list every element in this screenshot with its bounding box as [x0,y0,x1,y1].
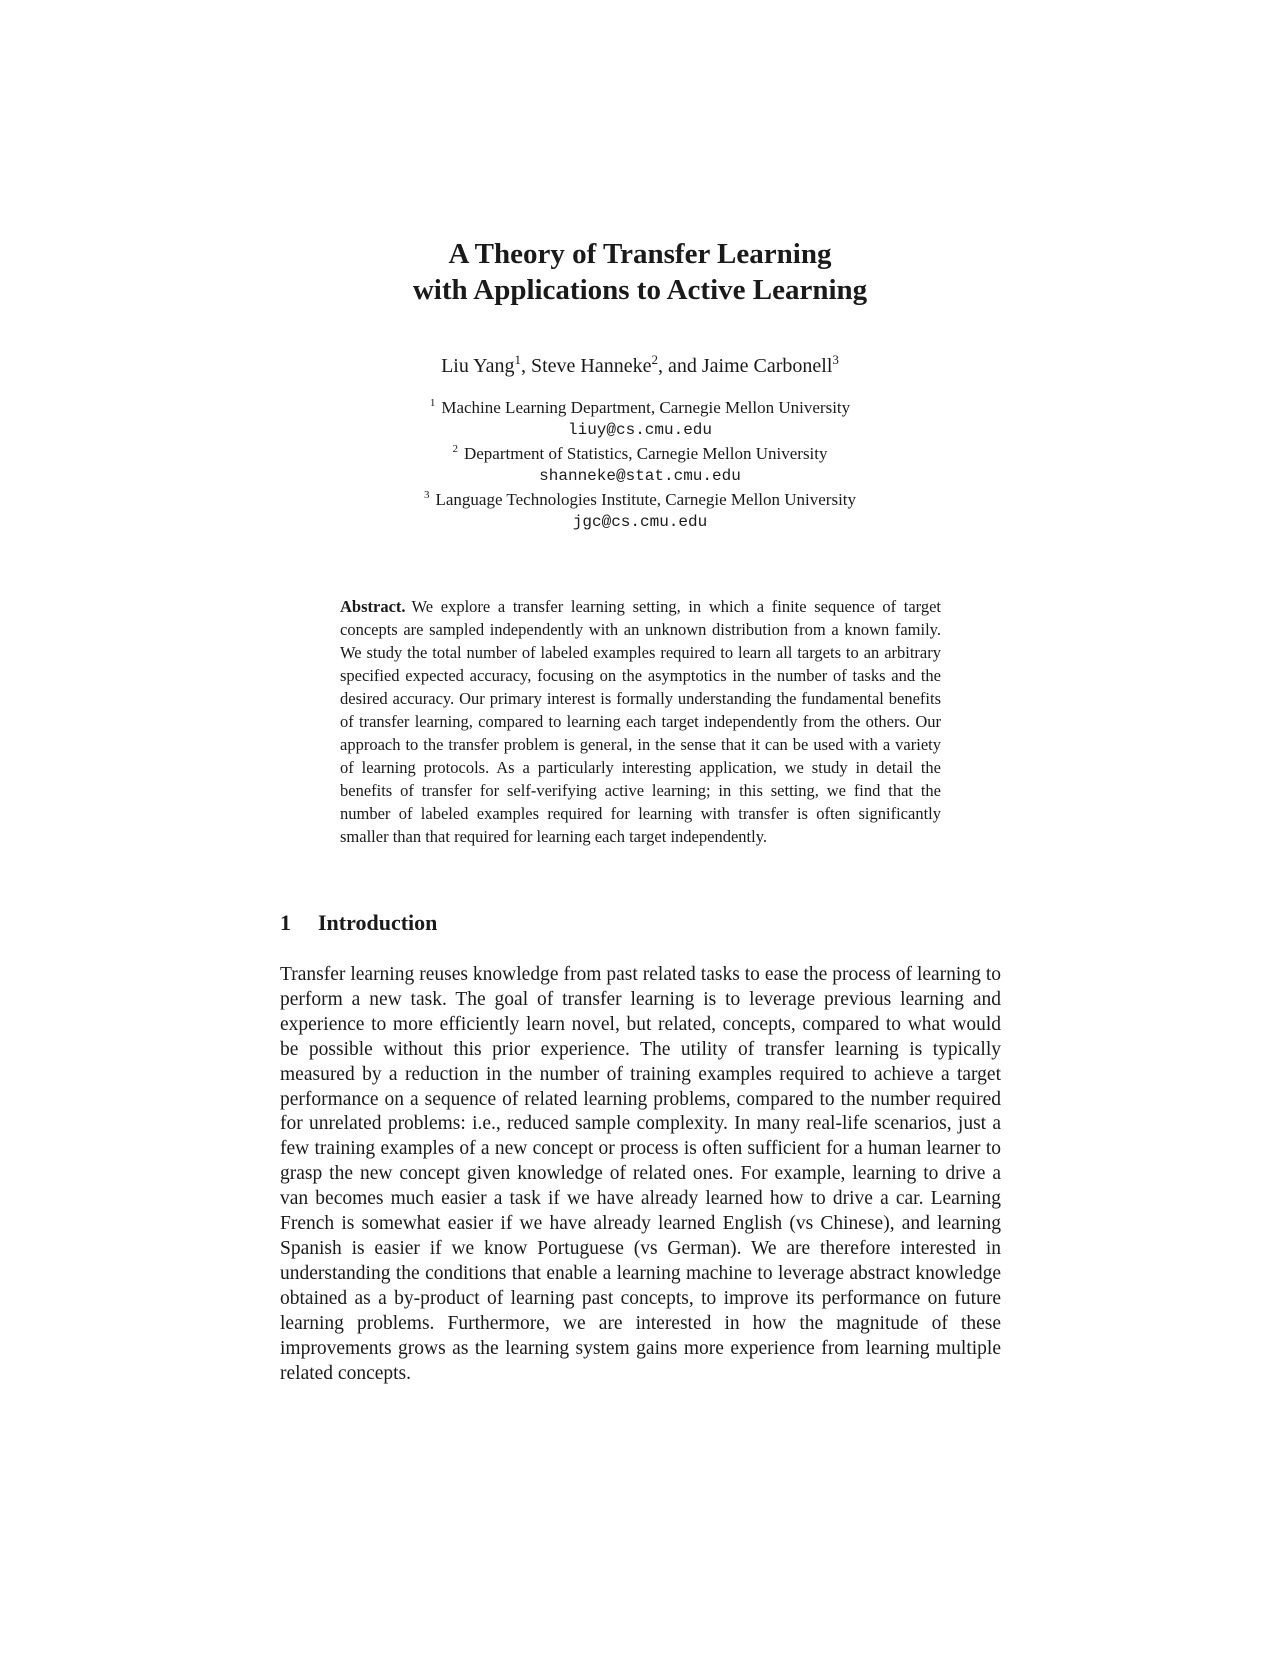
author-name: Liu Yang [441,355,515,377]
affiliation-text: Department of Statistics, Carnegie Mellon University [463,444,828,463]
affiliation-text: Language Technologies Institute, Carnegie Mellon University [435,490,857,509]
author-email: shanneke@stat.cmu.edu [539,467,741,485]
author-affiliation-marker: 2 [651,352,658,367]
author-email: jgc@cs.cmu.edu [572,513,708,531]
affiliation-line [0,488,1280,511]
affiliation-marker: 1 [429,397,436,409]
abstract-label: Abstract. [340,597,406,616]
introduction-paragraph: Transfer learning reuses knowledge from past related tasks to ease the process of learning to perform a new task. The goal of transfer learning is to leverage previous learning and experience to more efficiently learn novel, but related, concepts, compared to what would be possible without this prior experience. The utility of transfer learning is typically measured by a reduction in the number of training examples required to achieve a target performance on a sequence of related learning problems, compared to the number required for unrelated problems: i.e., reduced sample complexity. In many real-life scenarios, just a few training examples of a new concept or process is often sufficient for a human learner to grasp the new concept given knowledge of related ones. For example, learning to drive a van becomes much easier a task if we have already learned how to drive a car. Learning French is somewhat easier if we have already learned English (vs Chinese), and learning Spanish is easier if we know Portuguese (vs German). We are therefore interested in understanding the conditions that enable a learning machine to leverage abstract knowledge obtained as a by-product of learning past concepts, to improve its performance on future learning problems. Furthermore, we are interested in how the magnitude of these improvements grows as the learning system gains more experience from learning multiple related concepts. [280,964,1001,1384]
affiliation-marker: 3 [423,489,430,501]
section-title: Introduction [318,910,438,935]
title-line-2: with Applications to Active Learning [412,274,868,306]
affiliation-line [0,442,1280,465]
abstract-text: We explore a transfer learning setting, in which a finite sequence of target concepts are sampled independently with an unknown distribution from a known family. We study the total number of labeled examples required to learn all targets to an arbitrary specified expected accuracy, focusing on the asymptotics in the number of tasks and the desired accuracy. Our primary interest is formally understanding the fundamental benefits of transfer learning, compared to learning each target independently from the others. Our approach to the transfer problem is general, in the sense that it can be used with a variety of learning protocols. As a particularly interesting application, we study in detail the benefits of transfer for self-verifying active learning; in this setting, we find that the number of labeled examples required for learning with transfer is often significantly smaller than that required for learning each target independently. [340,597,941,846]
author-affiliation-marker: 3 [832,352,839,367]
author-separator: , [520,355,531,377]
author-list [0,353,1280,379]
author-affiliation-marker: 1 [514,352,521,367]
affiliation-line [0,396,1280,419]
affiliation-marker: 2 [452,443,458,455]
abstract [340,595,941,848]
section-number: 1 [280,910,291,935]
author-name: Steve Hanneke [530,355,652,377]
section-heading [280,909,437,937]
affiliations [0,396,1280,534]
author-email: liuy@cs.cmu.edu [567,421,713,439]
affiliation-text: Machine Learning Department, Carnegie Mellon University [441,398,851,417]
title-line-1: A Theory of Transfer Learning [448,238,832,270]
author-name: Jaime Carbonell [701,355,833,377]
author-separator: , and [657,355,702,377]
paper-title [0,236,1280,308]
